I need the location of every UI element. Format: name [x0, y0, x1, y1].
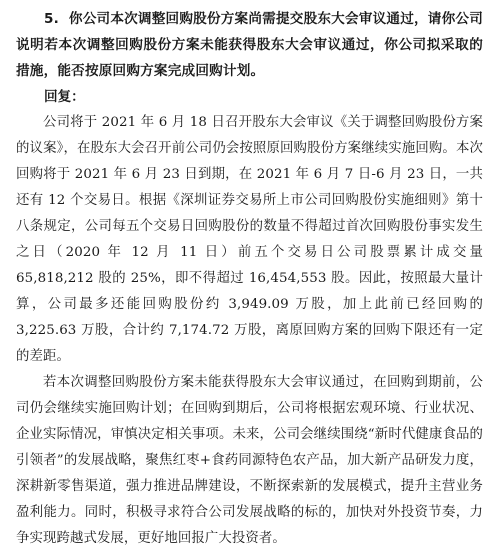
reply-paragraph-1: 公司将于 2021 年 6 月 18 日召开股东大会审议《关于调整回购股份方案的议案》，在股东大会召开前公司仍会按照原回购股份方案继续实施回购。本次回购将于 2021 年 6 月 23 日到期，在 2021 年 6 月 7 日-6 月 23 日，一共还有 12 个交易日。根据《深圳证券交易所上市公司回购股份实施细则》第十八条规定，公司每五个交易日回购股份的数量不得超过首次回购股份事实发生之日（2020 年 12 月 11 日）前五个交易日公司股票累计成交量 65,818,212 股的 25%，即不得超过 16,454,553 股。因此，按照最大量计算，公司最多还能回购股份约 3,949.09 万股，加上此前已经回购的 3,225.63 万股，合计约 7,174.72 万股，离原回购方案的回购下限还有一定的差距。: [16, 115, 483, 364]
question-paragraph: [16, 6, 483, 84]
question-number: 5.: [44, 11, 60, 27]
reply-label: 回复：: [44, 89, 85, 105]
reply-paragraph-2: 若本次调整回购股份方案未能获得股东大会审议通过，在回购到期前，公司仍会继续实施回购计划；在回购到期后，公司将根据宏观环境、行业状况、企业实际情况，审慎决定相关事项。未来，公司会继续围绕“新时代健康食品的引领者”的发展战略，聚焦红枣+食药同源特色农产品，加大新产品研发力度，深耕新零售渠道，强力推进品牌建设，不断探索新的发展模式，提升主营业务盈利能力。同时，积极寻求符合公司发展战略的标的，加快对外投资节奏，力争实现跨越式发展，更好地回报广大投资者。: [16, 375, 483, 546]
question-text: 你公司本次调整回购股份方案尚需提交股东大会审议通过，请你公司说明若本次调整回购股份方案未能获得股东大会审议通过，你公司拟采取的措施，能否按原回购方案完成回购计划。: [16, 11, 483, 79]
